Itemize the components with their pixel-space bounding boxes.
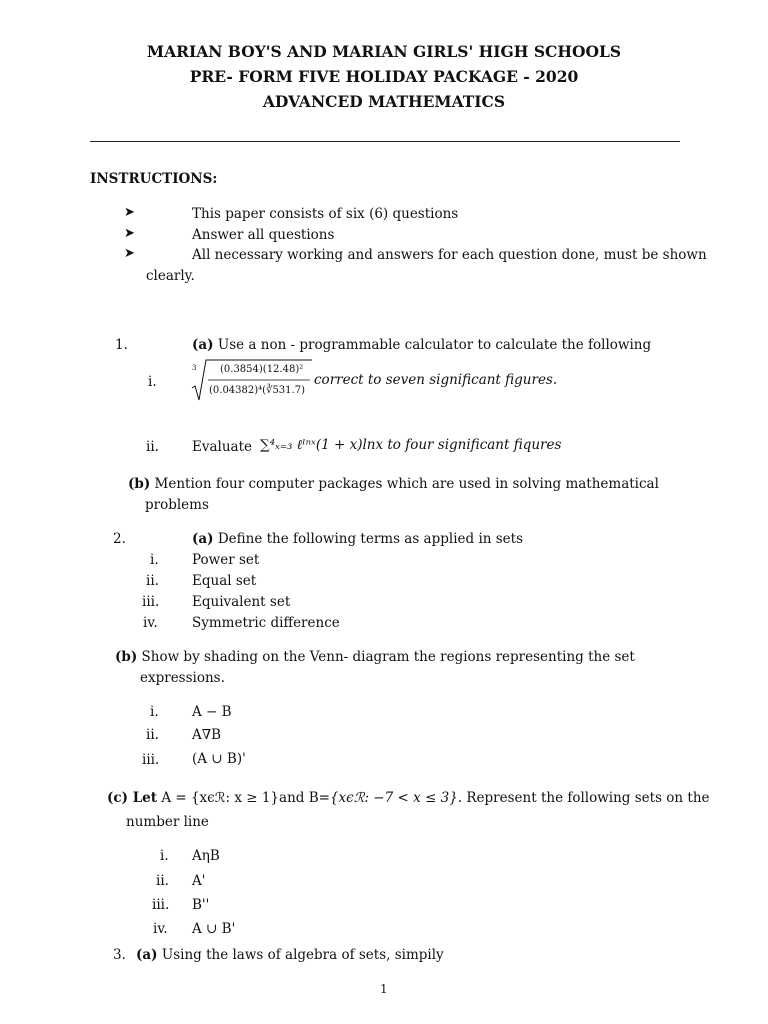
question-1a-text bbox=[192, 337, 651, 353]
subitem-label: iii. bbox=[142, 594, 160, 610]
q1-ii-evaluate: Evaluate bbox=[192, 439, 253, 455]
set-expression: A ∪ B' bbox=[192, 921, 236, 937]
subitem-label: ii. bbox=[146, 573, 159, 589]
subitem-label: ii. bbox=[146, 439, 159, 455]
subitem-label: i. bbox=[160, 848, 169, 864]
q2-c-continued: number line bbox=[126, 814, 209, 830]
q2-c bbox=[107, 790, 710, 806]
set-expression: A' bbox=[192, 873, 206, 889]
q2-c-text: Represent the following sets on the bbox=[462, 790, 710, 806]
question-number: 3. bbox=[113, 947, 126, 963]
set-expression: A∇B bbox=[192, 727, 222, 743]
definition-term: Equal set bbox=[192, 573, 257, 589]
instruction-item-continued: clearly. bbox=[146, 268, 195, 284]
q1-b-text: Mention four computer packages which are used in solving mathematical bbox=[154, 476, 659, 492]
header-line-1: MARIAN BOY'S AND MARIAN GIRLS' HIGH SCHOOLS bbox=[146, 42, 622, 61]
instruction-item: This paper consists of six (6) questions bbox=[192, 206, 459, 222]
bullet-arrow-icon: ➤ bbox=[124, 246, 135, 261]
set-a-definition: A = {xϵℛ: x ≥ 1} bbox=[161, 790, 280, 806]
q1-i-instruction: correct to seven significant figures. bbox=[314, 372, 558, 388]
q2-b-text: Show by shading on the Venn- diagram the regions representing the set bbox=[141, 649, 635, 665]
page-number: 1 bbox=[380, 982, 388, 996]
definition-term: Symmetric difference bbox=[192, 615, 340, 631]
q1-b bbox=[128, 476, 659, 492]
header-divider bbox=[90, 141, 680, 142]
set-b-definition: {xϵℛ: −7 < x ≤ 3}. bbox=[329, 790, 463, 806]
part-label: (c) Let bbox=[107, 790, 158, 806]
definition-term: Power set bbox=[192, 552, 260, 568]
q1-b-continued: problems bbox=[145, 497, 209, 513]
question-number: 2. bbox=[113, 531, 126, 547]
part-label: (b) bbox=[128, 476, 151, 492]
radical-expression bbox=[190, 358, 314, 402]
question-2a-text: (a) Define the following terms as applied in sets bbox=[192, 531, 524, 547]
definition-term: Equivalent set bbox=[192, 594, 291, 610]
question-number: 1. bbox=[115, 337, 128, 353]
fraction-numerator: (0.3854)(12.48)² bbox=[220, 364, 304, 375]
part-label: (a) bbox=[192, 337, 214, 353]
header-line-3: ADVANCED MATHEMATICS bbox=[262, 92, 506, 111]
subitem-label: i. bbox=[148, 374, 157, 390]
fraction-denominator: (0.04382)⁴(∛531.7) bbox=[209, 385, 305, 396]
part-label: (a) bbox=[136, 947, 158, 963]
root-index: 3 bbox=[192, 364, 197, 372]
q2-c-and: and B= bbox=[279, 790, 330, 806]
subitem-label: iii. bbox=[142, 752, 160, 768]
bullet-arrow-icon: ➤ bbox=[124, 205, 135, 220]
subitem-label: iv. bbox=[153, 921, 168, 937]
subitem-label: ii. bbox=[146, 727, 159, 743]
question-1a-label: (a) Use a non - programmable calculator to calculate the following bbox=[192, 337, 652, 353]
subitem-label: ii. bbox=[156, 873, 169, 889]
bullet-arrow-icon: ➤ bbox=[124, 226, 135, 241]
instruction-item: All necessary working and answers for each question done, must be shown bbox=[192, 247, 707, 263]
q1-ii-expression: ∑⁴ₓ₌₃ ℓˡⁿˣ(1 + x)lnx to four significant fiqures bbox=[260, 437, 562, 453]
subitem-label: iii. bbox=[152, 897, 170, 913]
set-expression: (A ∪ B)' bbox=[192, 751, 246, 767]
part-label: (b) bbox=[115, 649, 138, 665]
set-expression: B'' bbox=[192, 897, 210, 913]
set-expression: AηB bbox=[192, 848, 220, 864]
q2-b bbox=[115, 649, 635, 665]
subitem-label: i. bbox=[150, 552, 159, 568]
instructions-heading: INSTRUCTIONS: bbox=[90, 171, 218, 187]
question-3a-text: (a) Using the laws of algebra of sets, simpily bbox=[136, 947, 444, 963]
header-line-2: PRE- FORM FIVE HOLIDAY PACKAGE - 2020 bbox=[189, 67, 579, 86]
subitem-label: i. bbox=[150, 704, 159, 720]
subitem-label: iv. bbox=[143, 615, 158, 631]
part-label: (a) bbox=[192, 531, 214, 547]
q2-b-continued: expressions. bbox=[140, 670, 225, 686]
set-expression: A − B bbox=[192, 704, 232, 720]
instruction-item: Answer all questions bbox=[192, 227, 335, 243]
